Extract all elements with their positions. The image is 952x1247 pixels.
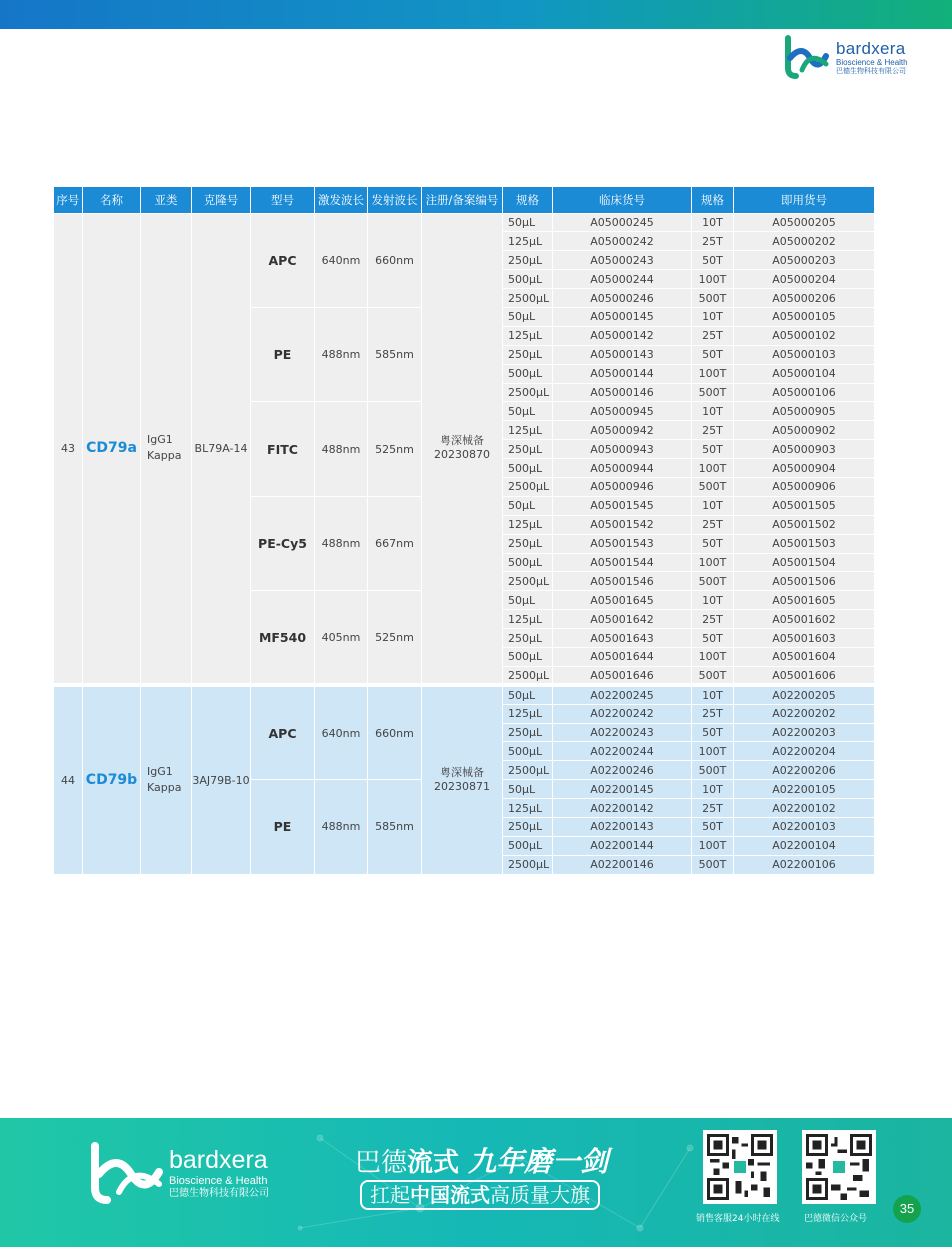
clinical-size: 125μL (503, 799, 553, 818)
ready-to-use-size: 100T (692, 270, 734, 289)
ready-to-use-catalog-number: A02200203 (734, 723, 875, 742)
ready-to-use-catalog-number: A02200204 (734, 742, 875, 761)
slogan-part: 巴德 (355, 1148, 408, 1178)
ready-to-use-catalog-number: A05001602 (734, 610, 875, 629)
clinical-size: 500μL (503, 364, 553, 383)
ready-to-use-catalog-number: A05000102 (734, 326, 875, 345)
ready-to-use-size: 100T (692, 459, 734, 478)
footer-brand-name: bardxera (169, 1145, 268, 1174)
clinical-catalog-number: A05001542 (553, 515, 692, 534)
ready-to-use-size: 500T (692, 666, 734, 685)
brand-subtitle: Bioscience & Health (836, 57, 908, 67)
ready-to-use-size: 50T (692, 534, 734, 553)
ready-to-use-size: 10T (692, 307, 734, 326)
col-header: 型号 (251, 187, 315, 213)
qr-label-wechat: 巴德微信公众号 (804, 1214, 868, 1224)
ready-to-use-catalog-number: A05000902 (734, 421, 875, 440)
header-logo (782, 32, 922, 82)
ready-to-use-size: 25T (692, 421, 734, 440)
bardxera-logo-icon (85, 1140, 165, 1206)
clinical-size: 250μL (503, 345, 553, 364)
clinical-catalog-number: A05000244 (553, 270, 692, 289)
emission-wavelength: 525nm (368, 402, 422, 496)
clinical-size: 50μL (503, 685, 553, 704)
clinical-size: 50μL (503, 591, 553, 610)
clinical-catalog-number: A05001543 (553, 534, 692, 553)
registration-line: 20230871 (434, 780, 490, 794)
ready-to-use-catalog-number: A05000203 (734, 251, 875, 270)
ready-to-use-size: 500T (692, 477, 734, 496)
clinical-size: 500μL (503, 836, 553, 855)
clinical-catalog-number: A05000242 (553, 232, 692, 251)
product-type: PE-Cy5 (251, 496, 315, 590)
col-header: 名称 (83, 187, 141, 213)
clinical-size: 50μL (503, 496, 553, 515)
clinical-size: 2500μL (503, 289, 553, 308)
product-subclass (141, 685, 192, 874)
product-type: APC (251, 685, 315, 779)
subclass-line: Kappa (147, 449, 182, 463)
slogan-part: 中国流式 (410, 1183, 490, 1207)
footer-brand-subtitle: Bioscience & Health (169, 1174, 268, 1187)
excitation-wavelength: 640nm (315, 213, 368, 307)
ready-to-use-size: 50T (692, 629, 734, 648)
ready-to-use-catalog-number: A05001505 (734, 496, 875, 515)
ready-to-use-catalog-number: A02200103 (734, 818, 875, 837)
clinical-catalog-number: A05001645 (553, 591, 692, 610)
emission-wavelength: 660nm (368, 685, 422, 779)
ready-to-use-size: 10T (692, 591, 734, 610)
clinical-size: 125μL (503, 232, 553, 251)
qr-code-icon (806, 1134, 872, 1200)
clinical-catalog-number: A05000946 (553, 477, 692, 496)
ready-to-use-size: 25T (692, 515, 734, 534)
col-header: 克隆号 (192, 187, 251, 213)
ready-to-use-catalog-number: A05000206 (734, 289, 875, 308)
excitation-wavelength: 488nm (315, 307, 368, 401)
clinical-catalog-number: A05001643 (553, 629, 692, 648)
ready-to-use-catalog-number: A02200205 (734, 685, 875, 704)
ready-to-use-catalog-number: A02200105 (734, 780, 875, 799)
clinical-catalog-number: A02200243 (553, 723, 692, 742)
clinical-size: 125μL (503, 610, 553, 629)
clinical-size: 250μL (503, 534, 553, 553)
clinical-size: 125μL (503, 515, 553, 534)
clinical-size: 125μL (503, 421, 553, 440)
clinical-catalog-number: A05000143 (553, 345, 692, 364)
clinical-size: 250μL (503, 723, 553, 742)
brand-name: bardxera (836, 38, 906, 58)
clinical-size: 500μL (503, 647, 553, 666)
excitation-wavelength: 640nm (315, 685, 368, 779)
slogan-line-1 (355, 1140, 608, 1180)
emission-wavelength: 660nm (368, 213, 422, 307)
product-clone: 3AJ79B-10 (192, 685, 251, 874)
emission-wavelength: 585nm (368, 780, 422, 874)
ready-to-use-catalog-number: A05000202 (734, 232, 875, 251)
col-header: 规格 (503, 187, 553, 213)
ready-to-use-catalog-number: A02200104 (734, 836, 875, 855)
ready-to-use-catalog-number: A05000905 (734, 402, 875, 421)
clinical-catalog-number: A02200146 (553, 855, 692, 874)
clinical-catalog-number: A05000943 (553, 440, 692, 459)
product-subclass (141, 213, 192, 685)
ready-to-use-size: 100T (692, 647, 734, 666)
clinical-size: 50μL (503, 307, 553, 326)
ready-to-use-catalog-number: A05000904 (734, 459, 875, 478)
footer-banner (0, 1118, 952, 1247)
clinical-size: 50μL (503, 402, 553, 421)
col-header: 序号 (54, 187, 83, 213)
emission-wavelength: 667nm (368, 496, 422, 590)
ready-to-use-size: 10T (692, 780, 734, 799)
clinical-size: 250μL (503, 629, 553, 648)
ready-to-use-catalog-number: A05001506 (734, 572, 875, 591)
ready-to-use-size: 100T (692, 364, 734, 383)
ready-to-use-size: 10T (692, 213, 734, 232)
ready-to-use-catalog-number: A05000104 (734, 364, 875, 383)
emission-wavelength: 585nm (368, 307, 422, 401)
clinical-size: 500μL (503, 553, 553, 572)
ready-to-use-catalog-number: A05001605 (734, 591, 875, 610)
subclass-line: Kappa (147, 781, 182, 795)
clinical-catalog-number: A05000145 (553, 307, 692, 326)
col-header: 激发波长 (315, 187, 368, 213)
product-number: 43 (54, 213, 83, 685)
product-name: CD79b (83, 685, 141, 874)
clinical-catalog-number: A05001544 (553, 553, 692, 572)
clinical-catalog-number: A05001546 (553, 572, 692, 591)
clinical-catalog-number: A02200246 (553, 761, 692, 780)
ready-to-use-size: 25T (692, 799, 734, 818)
ready-to-use-catalog-number: A05000205 (734, 213, 875, 232)
product-type: PE (251, 307, 315, 401)
clinical-catalog-number: A02200242 (553, 704, 692, 723)
ready-to-use-size: 500T (692, 572, 734, 591)
col-header: 发射波长 (368, 187, 422, 213)
col-header: 即用货号 (734, 187, 875, 213)
product-spec-table (53, 187, 875, 875)
page-number: 35 (893, 1195, 921, 1223)
table-row (54, 213, 875, 232)
ready-to-use-catalog-number: A02200102 (734, 799, 875, 818)
ready-to-use-size: 500T (692, 289, 734, 308)
footer-logo (85, 1140, 269, 1206)
clinical-catalog-number: A02200245 (553, 685, 692, 704)
ready-to-use-catalog-number: A02200106 (734, 855, 875, 874)
product-type: PE (251, 780, 315, 874)
ready-to-use-catalog-number: A05000906 (734, 477, 875, 496)
qr-label-sales: 销售客服24小时在线 (696, 1214, 780, 1224)
clinical-size: 500μL (503, 270, 553, 289)
ready-to-use-size: 25T (692, 610, 734, 629)
ready-to-use-size: 25T (692, 326, 734, 345)
footer-brand-company-cn: 巴德生物科技有限公司 (169, 1187, 269, 1199)
clinical-size: 125μL (503, 704, 553, 723)
clinical-size: 50μL (503, 213, 553, 232)
clinical-size: 250μL (503, 251, 553, 270)
ready-to-use-size: 500T (692, 855, 734, 874)
ready-to-use-catalog-number: A05000103 (734, 345, 875, 364)
slogan-part: 高质量大旗 (490, 1183, 590, 1207)
clinical-catalog-number: A05001642 (553, 610, 692, 629)
ready-to-use-size: 25T (692, 704, 734, 723)
product-group-cd79a (54, 213, 875, 685)
ready-to-use-catalog-number: A05000204 (734, 270, 875, 289)
clinical-catalog-number: A05000944 (553, 459, 692, 478)
product-type: MF540 (251, 591, 315, 685)
clinical-size: 250μL (503, 440, 553, 459)
subclass-line: IgG1 (147, 433, 173, 447)
clinical-catalog-number: A05000945 (553, 402, 692, 421)
clinical-catalog-number: A05000144 (553, 364, 692, 383)
ready-to-use-catalog-number: A05001604 (734, 647, 875, 666)
ready-to-use-catalog-number: A05001603 (734, 629, 875, 648)
ready-to-use-size: 50T (692, 818, 734, 837)
clinical-catalog-number: A02200142 (553, 799, 692, 818)
clinical-size: 250μL (503, 818, 553, 837)
ready-to-use-catalog-number: A05001504 (734, 553, 875, 572)
clinical-catalog-number: A05000146 (553, 383, 692, 402)
qr-code-sales[interactable] (703, 1130, 777, 1204)
clinical-catalog-number: A02200144 (553, 836, 692, 855)
emission-wavelength: 525nm (368, 591, 422, 685)
ready-to-use-size: 500T (692, 761, 734, 780)
ready-to-use-catalog-number: A05000105 (734, 307, 875, 326)
clinical-catalog-number: A05000243 (553, 251, 692, 270)
product-number: 44 (54, 685, 83, 874)
ready-to-use-size: 50T (692, 345, 734, 364)
slogan-line-2 (360, 1180, 600, 1210)
clinical-catalog-number: A05000142 (553, 326, 692, 345)
ready-to-use-size: 50T (692, 723, 734, 742)
ready-to-use-size: 50T (692, 440, 734, 459)
ready-to-use-catalog-number: A05001503 (734, 534, 875, 553)
slogan-part: 扛起 (370, 1183, 410, 1207)
product-type: APC (251, 213, 315, 307)
brand-company-cn: 巴德生物科技有限公司 (836, 66, 906, 75)
clinical-catalog-number: A02200244 (553, 742, 692, 761)
clinical-catalog-number: A05000246 (553, 289, 692, 308)
clinical-size: 500μL (503, 742, 553, 761)
ready-to-use-size: 25T (692, 232, 734, 251)
registration-number (422, 213, 503, 685)
ready-to-use-size: 100T (692, 742, 734, 761)
excitation-wavelength: 405nm (315, 591, 368, 685)
clinical-catalog-number: A02200145 (553, 780, 692, 799)
clinical-size: 2500μL (503, 572, 553, 591)
clinical-size: 2500μL (503, 477, 553, 496)
product-type: FITC (251, 402, 315, 496)
col-header: 亚类 (141, 187, 192, 213)
ready-to-use-catalog-number: A05001502 (734, 515, 875, 534)
ready-to-use-size: 500T (692, 383, 734, 402)
col-header: 规格 (692, 187, 734, 213)
ready-to-use-catalog-number: A02200202 (734, 704, 875, 723)
table-header-row (54, 187, 875, 213)
product-clone: BL79A-14 (192, 213, 251, 685)
ready-to-use-catalog-number: A05001606 (734, 666, 875, 685)
clinical-size: 50μL (503, 780, 553, 799)
qr-code-wechat[interactable] (802, 1130, 876, 1204)
clinical-catalog-number: A05000942 (553, 421, 692, 440)
ready-to-use-size: 100T (692, 836, 734, 855)
qr-code-icon (707, 1134, 773, 1200)
ready-to-use-size: 50T (692, 251, 734, 270)
clinical-size: 2500μL (503, 383, 553, 402)
slogan-part: 流式 (407, 1148, 460, 1178)
registration-line: 粤深械备 (440, 766, 484, 780)
clinical-catalog-number: A05001644 (553, 647, 692, 666)
slogan-script: 九年磨一剑 (468, 1145, 609, 1178)
registration-number (422, 685, 503, 874)
ready-to-use-catalog-number: A05000106 (734, 383, 875, 402)
registration-line: 粤深械备 (440, 434, 484, 448)
excitation-wavelength: 488nm (315, 780, 368, 874)
col-header: 注册/备案编号 (422, 187, 503, 213)
top-banner (0, 0, 952, 29)
table-row (54, 685, 875, 704)
ready-to-use-catalog-number: A05000903 (734, 440, 875, 459)
ready-to-use-catalog-number: A02200206 (734, 761, 875, 780)
clinical-size: 2500μL (503, 855, 553, 874)
clinical-catalog-number: A05000245 (553, 213, 692, 232)
clinical-size: 500μL (503, 459, 553, 478)
product-name: CD79a (83, 213, 141, 685)
registration-line: 20230870 (434, 448, 490, 462)
clinical-size: 2500μL (503, 666, 553, 685)
product-group-cd79b (54, 685, 875, 874)
col-header: 临床货号 (553, 187, 692, 213)
ready-to-use-size: 10T (692, 685, 734, 704)
clinical-catalog-number: A05001545 (553, 496, 692, 515)
excitation-wavelength: 488nm (315, 402, 368, 496)
excitation-wavelength: 488nm (315, 496, 368, 590)
clinical-catalog-number: A02200143 (553, 818, 692, 837)
clinical-size: 2500μL (503, 761, 553, 780)
bardxera-logo-icon (782, 34, 830, 80)
subclass-line: IgG1 (147, 765, 173, 779)
ready-to-use-size: 10T (692, 496, 734, 515)
clinical-catalog-number: A05001646 (553, 666, 692, 685)
ready-to-use-size: 100T (692, 553, 734, 572)
ready-to-use-size: 10T (692, 402, 734, 421)
clinical-size: 125μL (503, 326, 553, 345)
